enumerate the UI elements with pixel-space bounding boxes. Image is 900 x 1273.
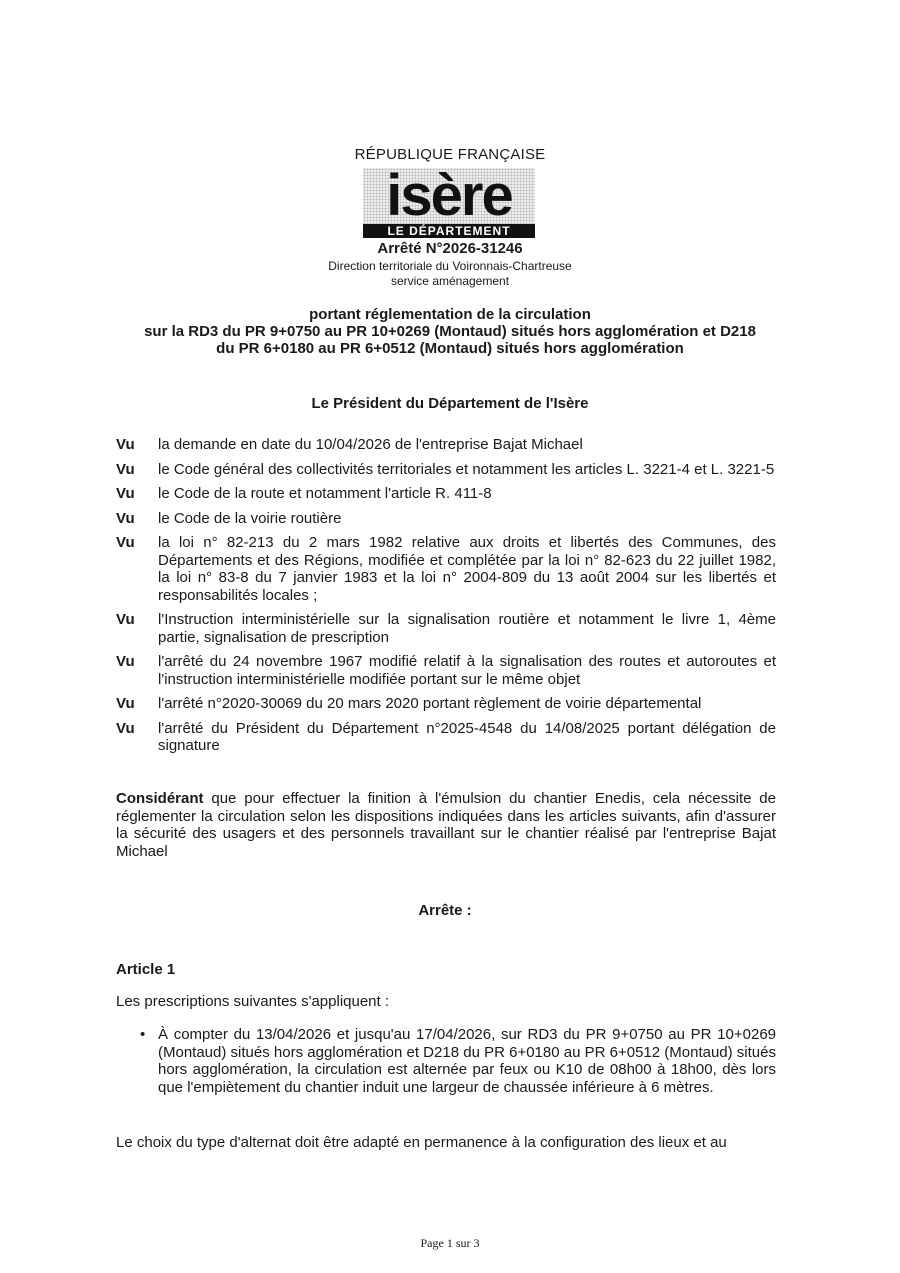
article-1-bullet bbox=[140, 1026, 776, 1096]
bullet-text: À compter du 13/04/2026 et jusqu'au 17/04/2026, sur RD3 du PR 9+0750 au PR 10+0269 (Montaud) situés hors agglomération et D218 du PR 6+0180 au PR 6+0512 (Montaud) situés hors agglomération, la circulation est alternée par feux ou K10 de 08h00 à 18h00, dès lors que l'empiètement du chantier induit une largeur de chaussée inférieure à 6 mètres. bbox=[158, 1026, 776, 1096]
considerant-text: que pour effectuer la finition à l'émulsion du chantier Enedis, cela nécessite de réglementer la circulation selon les dispositions indiquées dans les articles suivants, afin d'assurer la sécurité des usagers et des personnels travaillant sur le chantier réalisé par l'entreprise Bajat Michael bbox=[116, 790, 776, 860]
considerant-label: Considérant bbox=[116, 790, 204, 807]
vu-label: Vu bbox=[116, 695, 135, 712]
article-1-choice: Le choix du type d'alternat doit être adapté en permanence à la configuration des lieux et au bbox=[116, 1134, 727, 1151]
subject-line-1: portant réglementation de la circulation bbox=[309, 306, 591, 323]
subject-block bbox=[100, 306, 800, 357]
subject-line-3: du PR 6+0180 au PR 6+0512 (Montaud) situés hors agglomération bbox=[216, 340, 684, 357]
vu-text: l'Instruction interministérielle sur la signalisation routière et notamment le livre 1, 4ème partie, signalisation de prescription bbox=[158, 611, 776, 646]
vu-label: Vu bbox=[116, 509, 135, 527]
article-1-title: Article 1 bbox=[116, 961, 176, 978]
vu-list bbox=[116, 436, 776, 762]
vu-text: le Code de la voirie routière bbox=[158, 509, 342, 527]
page-footer: Page 1 sur 3 bbox=[420, 1236, 480, 1250]
vu-item bbox=[116, 534, 776, 604]
vu-label: Vu bbox=[116, 436, 135, 453]
vu-label: Vu bbox=[116, 534, 135, 551]
arrete-number: Arrêté N°2026-31246 bbox=[377, 240, 523, 257]
article-1-intro: Les prescriptions suivantes s'appliquent : bbox=[116, 993, 390, 1010]
vu-label: Vu bbox=[116, 611, 135, 628]
vu-label: Vu bbox=[116, 460, 135, 478]
vu-text: le Code général des collectivités territoriales et notamment les articles L. 3221-4 et L. 3221-5 bbox=[158, 460, 775, 478]
vu-text: la demande en date du 10/04/2026 de l'entreprise Bajat Michael bbox=[158, 436, 583, 453]
logo-wordmark: isère bbox=[363, 168, 535, 224]
subject-line-2: sur la RD3 du PR 9+0750 au PR 10+0269 (Montaud) situés hors agglomération et D218 bbox=[144, 323, 756, 340]
bullet-icon: • bbox=[140, 1026, 146, 1043]
vu-item bbox=[116, 461, 776, 479]
republic-heading: RÉPUBLIQUE FRANÇAISE bbox=[354, 146, 546, 163]
vu-item bbox=[116, 653, 776, 688]
vu-text: le Code de la route et notamment l'article R. 411-8 bbox=[158, 485, 492, 502]
vu-item bbox=[116, 510, 776, 528]
vu-text: l'arrêté du Président du Département n°2025-4548 du 14/08/2025 portant délégation de signature bbox=[158, 719, 776, 754]
vu-text: l'arrêté du 24 novembre 1967 modifié relatif à la signalisation des routes et autoroutes et l'instruction interministérielle modifiée portant sur le même objet bbox=[158, 653, 776, 688]
vu-item bbox=[116, 611, 776, 646]
vu-item bbox=[116, 695, 776, 713]
considerant-paragraph bbox=[116, 790, 776, 860]
vu-label: Vu bbox=[116, 653, 135, 670]
vu-item bbox=[116, 720, 776, 755]
logo-band: LE DÉPARTEMENT bbox=[363, 224, 535, 238]
isere-logo bbox=[363, 168, 535, 240]
president-heading: Le Président du Département de l'Isère bbox=[311, 395, 589, 412]
vu-label: Vu bbox=[116, 719, 135, 737]
arrete-heading: Arrête : bbox=[418, 902, 472, 919]
service-line: service aménagement bbox=[390, 274, 510, 288]
vu-label: Vu bbox=[116, 485, 135, 502]
vu-item bbox=[116, 436, 776, 454]
vu-item bbox=[116, 485, 776, 503]
direction-line: Direction territoriale du Voironnais-Chartreuse bbox=[328, 259, 572, 273]
vu-text: la loi n° 82-213 du 2 mars 1982 relative aux droits et libertés des Communes, des Départements et des Régions, modifiée et complétée par la loi n° 82-623 du 22 juillet 1982, la loi n° 83-8 du 7 janvier 1983 et la loi n° 2004-809 du 13 août 2004 sur les libertés et responsabilités locales ; bbox=[158, 534, 776, 604]
vu-text: l'arrêté n°2020-30069 du 20 mars 2020 portant règlement de voirie départemental bbox=[158, 695, 702, 712]
